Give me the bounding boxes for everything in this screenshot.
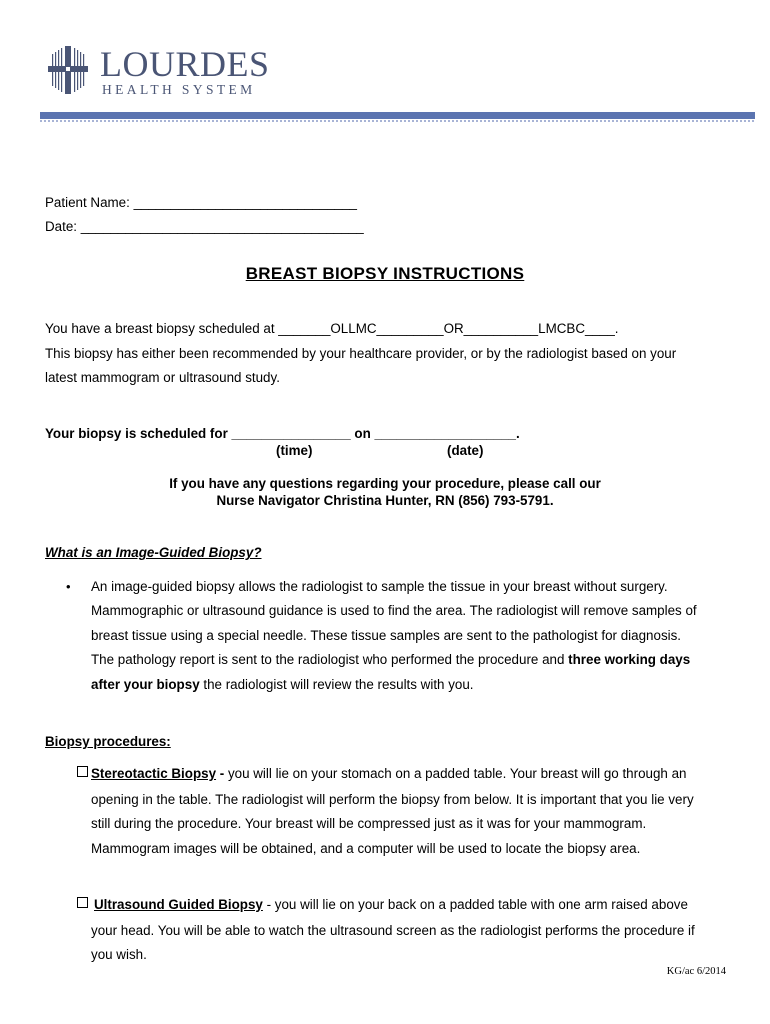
header-rule: [40, 112, 755, 119]
section1-line-3: breast tissue using a special needle. These tissue samples are sent to the pathologist for diagnosis.: [91, 628, 682, 643]
footer-code: KG/ac 6/2014: [666, 966, 726, 977]
section-heading-image-guided: What is an Image-Guided Biopsy?: [45, 545, 262, 560]
stereotactic-line-1: you will lie on your stomach on a padded table. Your breast will go through an: [227, 766, 687, 781]
logo-title: LOURDES: [100, 44, 270, 84]
section1-line-4: [91, 652, 690, 668]
location-option-ollmc[interactable]: _______OLLMC: [278, 321, 377, 336]
header-rule-dotted: [40, 120, 755, 122]
stereotactic-checkbox[interactable]: [77, 766, 88, 777]
location-option-lmcbc[interactable]: LMCBC____.: [538, 321, 619, 336]
option-gap: __________: [463, 321, 539, 336]
option-gap: _________: [376, 321, 444, 336]
ultrasound-checkbox[interactable]: [77, 897, 88, 908]
section1-line-5: [91, 677, 474, 693]
cross-emblem-icon: [44, 44, 92, 96]
contact-line-2: Nurse Navigator Christina Hunter, RN (856) 793-5791.: [216, 493, 554, 508]
location-or: OR: [443, 321, 464, 336]
stereotactic-dash: -: [216, 766, 228, 781]
contact-line-1: If you have any questions regarding your procedure, please call our: [169, 476, 601, 491]
ultrasound-item: [77, 897, 688, 913]
date-field[interactable]: Date: ______________________________________: [45, 219, 364, 234]
three-working-days: three working days: [568, 652, 691, 667]
lourdes-logo: [44, 44, 270, 102]
stereotactic-line-3: still during the procedure. Your breast will be compressed just as it was for your mammogram.: [91, 816, 647, 831]
stereotactic-item: [77, 766, 687, 782]
bullet-icon: •: [66, 579, 71, 594]
stereotactic-line-2: opening in the table. The radiologist will perform the biopsy from below. It is important that you lie very: [91, 792, 694, 807]
intro-prefix: You have a breast biopsy scheduled at: [45, 321, 279, 336]
intro-line-2: This biopsy has either been recommended by your healthcare provider, or by the radiologist based on your: [45, 346, 677, 361]
schedule-line[interactable]: Your biopsy is scheduled for ________________ on ___________________.: [45, 426, 520, 441]
after-your-biopsy: after your biopsy: [91, 677, 200, 692]
ultrasound-title: Ultrasound Guided Biopsy: [94, 897, 263, 912]
intro-line-3: latest mammogram or ultrasound study.: [45, 370, 280, 385]
section1-line-1: An image-guided biopsy allows the radiologist to sample the tissue in your breast without surgery.: [91, 579, 668, 594]
date-label: (date): [447, 443, 484, 458]
ultrasound-line-2: your head. You will be able to watch the ultrasound screen as the radiologist performs the procedure if: [91, 923, 695, 938]
ultrasound-line-3: you wish.: [91, 947, 147, 962]
time-label: (time): [276, 443, 313, 458]
stereotactic-title: Stereotactic Biopsy: [91, 766, 217, 781]
intro-line-1: [45, 321, 619, 337]
patient-name-field[interactable]: Patient Name: ______________________________: [45, 195, 357, 210]
stereotactic-line-4: Mammogram images will be obtained, and a computer will be used to locate the biopsy area.: [91, 841, 641, 856]
section1-line-5-text: the radiologist will review the results with you.: [199, 677, 474, 692]
section-heading-procedures: Biopsy procedures:: [45, 734, 171, 749]
section1-line-4-text: The pathology report is sent to the radiologist who performed the procedure and: [91, 652, 569, 667]
page-title: BREAST BIOPSY INSTRUCTIONS: [245, 264, 525, 283]
section1-line-2: Mammographic or ultrasound guidance is used to find the area. The radiologist will remove samples of: [91, 603, 697, 618]
logo-subtitle: HEALTH SYSTEM: [102, 82, 256, 97]
ultrasound-line-1: - you will lie on your back on a padded table with one arm raised above: [262, 897, 688, 912]
